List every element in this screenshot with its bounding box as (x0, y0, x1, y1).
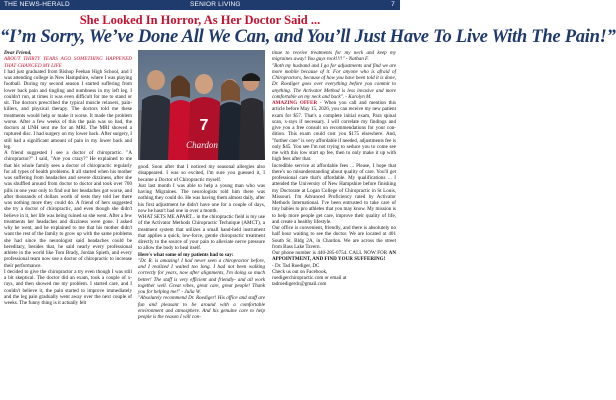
paragraph: good. Soon after that I noticed my seasonal allergies also disappeared. I was so excited, I'm sure you guessed it, I became a Doctor of Chiropractic myself. (138, 164, 265, 183)
contact-line: Check us out on Facebook, (272, 268, 328, 275)
phone-paragraph (272, 250, 396, 263)
paragraph: Our office is convenient, friendly, and there is absolutely no half hour waiting to see the doctor. We are located at 401 South St. Bldg 2A, in Chardon. We are across the street from Bass Lake Tavern. (272, 225, 396, 250)
article-headline: “I’m Sorry, We’ve Done All We Can, and You’ll Just Have To Live With The Pain!” (0, 26, 616, 47)
paragraph: A friend suggested I see a doctor of chiropractic. "A chiropractor?" I said, "Are you crazy?" He explained to me that his whole family sees a doctor of chiropractic regularly for all types of health problems. It all started when his mother was suffering from headaches and severe dizziness, after she was shuffled around from doctor to doctor and took over 700 pills in one year only to find out her headaches got worse, and after thousands of dollars worth of tests they told her there was nothing more they could do. A friend of hers suggested she try a doctor of chiropractic, and even though she didn't believe in it, her life was being ruined so she went. After a few treatments her headaches and dizziness were gone. I asked why he went, and he explained to me that his mother didn't want the rest of the family to grow up with the same problems she had since the neurologist said headaches could be hereditary, besides that, he said nearly every professional athlete in the world like Tom Brady, Jordan Spieth, and every professional team now use a doctor of chiropractic to increase their performance. (4, 150, 132, 269)
contact-email: tadroedigerdc@gmail.com (272, 281, 327, 288)
call-to-action: AN APPOINTMENT, AND FIND YOUR SUFFERING! (272, 250, 396, 263)
signature: - Dr. Tad Roediger, DC (272, 262, 320, 269)
phone-text: Our phone number is 440-285-0754. CALL NOW FOR (272, 250, 388, 256)
testimonial: "Absolutely recommend Dr. Roediger! His office and staff are fun and pleasant to be around with a comfortable environment and atmosphere. And his genuine care to help people is the reason I will con- (138, 295, 265, 320)
testimonial: "Both my husband and I go for adjustments and find we are more mobile because of it. For anyone who is afraid of Chiropractors, because of how you have been told it is done, Dr. Roediger goes over everything before you commit to anything. The Activator Method is less invasive and more comfortable on my neck and back". - Karolyn M. (272, 62, 396, 100)
page-header-bar (0, 0, 400, 10)
article-column-1 (4, 50, 132, 400)
article-column-3 (272, 50, 396, 400)
article-subhead: She Looked In Horror, As Her Doctor Said ... (79, 13, 321, 27)
salutation: Dear Friend, (4, 50, 32, 56)
offer-paragraph (272, 100, 396, 163)
testimonial: "Dr. R. is amazing! I had never seen a chiropractor before, and I realized I waited too long. I had not been walking correctly for years, now after alignments, I'm doing so much better! The staff is very efficient and friendly- and all work together well. Great vibes, great care, great people! Thank you for helping me!" - Julia W. (138, 257, 265, 295)
publication-name: THE NEWS-HERALD (4, 1, 70, 8)
paragraph: I had just graduated from Bishop Feehan High School, and I was attending college in New Hampshire, where I was playing football. During my second season I started suffering from lower back pain and tingling and numbness in my left leg. I couldn't run, at times it was even difficult for me to stand or sit. The doctors prescribed the typical muscle relaxers, pain-killers, and physical therapy. The doctors told me these treatments would help or make it worse. It made the problem worse. After a few weeks of this the pain was so bad, the doctors at UNH sent me for an MRI. The MRI showed a ruptured disc. I had surgery on my lower back. After surgery, I still had a significant amount of pain in my lower back and leg. (4, 68, 132, 150)
photo-sign-text: Chardon (186, 140, 218, 150)
family-photo (138, 50, 265, 160)
paragraph: Just last month I was able to help a young man who was having Migraines. The neurologists told him there was nothing they could do. He was having them almost daily, after his first adjustment he didn't have one for a couple of days, now he hasn't had one in over a month. (138, 182, 265, 214)
paragraph: I decided to give the chiropractor a try even though I was still a bit skeptical. The doctor did an exam, took a couple of x-rays, and then showed me my problem. I started care, and I couldn't believe it, the pain started to improve immediately and the leg pain gradually went away over the next couple of weeks. The funny thing is it actually felt (4, 268, 132, 306)
amazing-offer-label: AMAZING OFFER (272, 100, 318, 106)
offer-text: - When you call and mention this article before May 15, 2026, you can receive my new patient exam for $57. That's a complete initial exam, Para spinal scan, x-rays if necessary. I will correlate my findings and give you a free consult on recommendations for your con-dition. This exam could cost you $175 elsewhere. And, "further care" is very affordable if needed, adjustments fee is only $45. You see I'm not trying to seduce you to come see me with this low start up fee, then to only make it up with high fees after that. (272, 100, 396, 163)
lead-caps: ABOUT THIRTY YEARS AGO SOMETHING HAPPENED THAT CHANGED MY LIFE (4, 56, 132, 69)
paragraph: WHAT SETS ME APART... in the chiropractic field is my use of the Activator Methods Chiropractic Technique (AMCT), a treatment system that utilizes a small hand-held instrument that applies a quick, low-force, gentle chiropractic treatment directly to the source of your pain to alleviate nerve pressure to allow the body to heal itself. (138, 214, 265, 252)
article-column-2 (138, 164, 265, 400)
testimonials-heading: Here's what some of my patients had to say: (138, 251, 234, 258)
paragraph: Incredible service at affordable fees ... Please, I hope that there's no misunderstanding about quality of care. You'll get professional care that's affordable. My qualifications ... I attended the University of New Hampshire before finishing my Doctorate at Logan College of Chiropractic in St Louis, Missouri. I'm Advanced Proficiency rated by Activator Methods International. I've been entrusted to take care of tiny babies to pro athletes that you may know. My mission is to help more people get care, improve their quality of life, and create a healthy lifestyle. (272, 162, 396, 225)
section-name: SENIOR LIVING (190, 1, 241, 8)
page-number: 7 (391, 1, 395, 8)
contact-line: roedigerchiropractic.com or email at (272, 275, 347, 281)
testimonial: tinue to receive treatments for my neck and keep my migraines away! You guys rock!!!!" - Nathan F. (272, 50, 396, 63)
jersey-number: 7 (199, 117, 209, 134)
